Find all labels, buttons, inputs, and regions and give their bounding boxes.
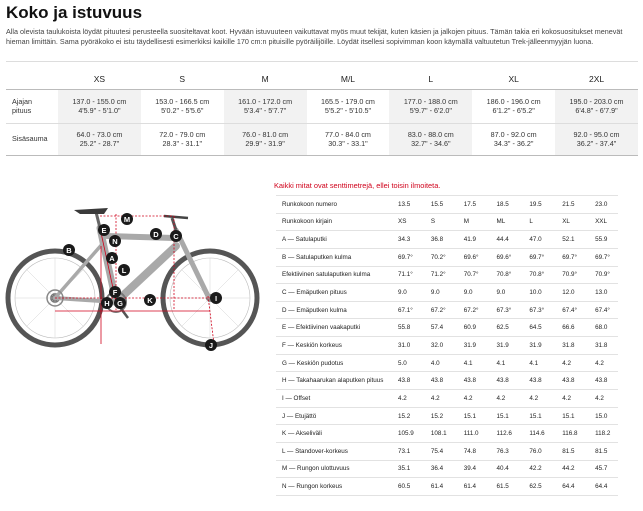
geometry-value: 4.2 (552, 354, 585, 372)
marker-M (121, 213, 133, 225)
geometry-value: 71.1° (388, 266, 421, 284)
geometry-value: ML (487, 213, 520, 231)
geometry-label: J — Etujättö (276, 407, 388, 425)
geometry-value: 55.9 (585, 231, 618, 249)
size-header: XL (472, 69, 555, 89)
geometry-value: 76.3 (487, 442, 520, 460)
seatpost (96, 212, 100, 228)
geometry-value: 9.0 (421, 284, 454, 302)
geometry-value: 4.2 (585, 354, 618, 372)
geometry-value: 64.4 (552, 478, 585, 496)
geometry-value: 60.9 (454, 319, 487, 337)
geometry-value: 4.2 (454, 390, 487, 408)
geometry-value: 70.9° (585, 266, 618, 284)
divider (6, 61, 638, 62)
svg-text:F: F (112, 287, 118, 297)
geometry-label: G — Keskiön pudotus (276, 354, 388, 372)
intro-text: Alla olevista taulukoista löydät pituutesi perusteella suositeltavat koot. Hyvään istuvuuteen vaikuttavat myös muut tekijät, kuten käsien ja jalkojen pituus. Tämän takia eri kokosuositukset menevät hieman limittäin. Sama pyöräkoko ei istu täydellisesti esimerkiksi kaikille 170 cm:n pituisille pyöräilijöille. Löydät itsellesi sopivimman koon käymällä valtuutetun Trek-jälleenmyyjän luona. (6, 27, 623, 47)
geometry-value: 31.8 (552, 337, 585, 355)
geometry-value: 15.2 (388, 407, 421, 425)
geometry-label: C — Emäputken pituus (276, 284, 388, 302)
geometry-value: 43.8 (585, 372, 618, 390)
geometry-label: Efektiivinen satulaputken kulma (276, 266, 388, 284)
geometry-value: 70.8° (487, 266, 520, 284)
geometry-value: 4.2 (421, 390, 454, 408)
marker-L (118, 264, 130, 276)
geometry-value: 55.8 (388, 319, 421, 337)
svg-text:E: E (101, 225, 107, 235)
size-cell: 77.0 - 84.0 cm 30.3" - 33.1" (307, 123, 390, 155)
geometry-value: 70.2° (421, 248, 454, 266)
geometry-value: 111.0 (454, 425, 487, 443)
size-cell: 76.0 - 81.0 cm 29.9" - 31.9" (224, 123, 307, 155)
size-cell: 186.0 - 196.0 cm 6'1.2" - 6'5.2" (472, 89, 555, 123)
geometry-value: 4.2 (519, 390, 552, 408)
geometry-value: 31.8 (585, 337, 618, 355)
geometry-label: H — Takahaarukan alaputken pituus (276, 372, 388, 390)
size-header-empty (6, 69, 58, 89)
geometry-value: 81.5 (552, 442, 585, 460)
svg-text:A: A (109, 253, 115, 263)
geometry-value: 47.0 (519, 231, 552, 249)
geometry-value: 18.5 (487, 196, 520, 214)
geometry-value: 118.2 (585, 425, 618, 443)
geometry-value: XXL (585, 213, 618, 231)
geometry-label: A — Satulaputki (276, 231, 388, 249)
geometry-value: 70.9° (552, 266, 585, 284)
geometry-value: 43.8 (454, 372, 487, 390)
size-cell: 83.0 - 88.0 cm 32.7" - 34.6" (389, 123, 472, 155)
geometry-value: 15.1 (454, 407, 487, 425)
geometry-value: 36.4 (421, 460, 454, 478)
marker-C (170, 230, 182, 242)
geometry-value: 81.5 (585, 442, 618, 460)
geometry-value: 15.1 (552, 407, 585, 425)
page-title: Koko ja istuvuus (6, 3, 143, 22)
geometry-value: 52.1 (552, 231, 585, 249)
geometry-value: 61.5 (487, 478, 520, 496)
size-cell: 165.5 - 179.0 cm 5'5.2" - 5'10.5" (307, 89, 390, 123)
geometry-row (276, 248, 618, 266)
geometry-label: N — Rungon korkeus (276, 478, 388, 496)
geometry-row (276, 390, 618, 408)
size-cell: 92.0 - 95.0 cm 36.2" - 37.4" (555, 123, 638, 155)
geometry-value: 10.0 (519, 284, 552, 302)
marker-J (205, 339, 217, 351)
geometry-value: 4.1 (454, 354, 487, 372)
row-label: Ajajan pituus (6, 89, 58, 123)
geometry-value: 64.5 (519, 319, 552, 337)
saddle (74, 208, 108, 214)
geometry-value: 21.5 (552, 196, 585, 214)
measurement-lines (55, 214, 214, 344)
geometry-value: 15.1 (487, 407, 520, 425)
geometry-value: 9.0 (388, 284, 421, 302)
geometry-value: 31.9 (454, 337, 487, 355)
size-header: M/L (307, 69, 390, 89)
geometry-value: 75.4 (421, 442, 454, 460)
geometry-label: Runkokoon kirjain (276, 213, 388, 231)
marker-B (63, 244, 75, 256)
geometry-value: 23.0 (585, 196, 618, 214)
geometry-row (276, 284, 618, 302)
marker-A (106, 252, 118, 264)
geometry-value: 4.0 (421, 354, 454, 372)
geometry-value: 15.2 (421, 407, 454, 425)
geometry-value: 67.4° (552, 301, 585, 319)
geometry-value: 62.5 (519, 478, 552, 496)
svg-text:J: J (208, 340, 214, 350)
geometry-label: I — Offset (276, 390, 388, 408)
geometry-value: 67.2° (454, 301, 487, 319)
geometry-value: 114.6 (519, 425, 552, 443)
size-cell: 161.0 - 172.0 cm 5'3.4" - 5'7.7" (224, 89, 307, 123)
geometry-value: 13.5 (388, 196, 421, 214)
geometry-value: 42.2 (519, 460, 552, 478)
geometry-value: 69.6° (487, 248, 520, 266)
marker-G (114, 297, 126, 309)
geometry-value: 69.7° (585, 248, 618, 266)
marker-I (210, 292, 222, 304)
svg-text:N: N (112, 236, 118, 246)
geometry-row (276, 372, 618, 390)
geometry-row (276, 319, 618, 337)
geometry-value: 116.8 (552, 425, 585, 443)
geometry-value: 69.7° (388, 248, 421, 266)
geometry-value: 105.9 (388, 425, 421, 443)
geometry-value: 60.5 (388, 478, 421, 496)
geometry-value: 39.4 (454, 460, 487, 478)
geometry-value: 31.9 (487, 337, 520, 355)
geometry-value: 43.8 (552, 372, 585, 390)
svg-text:C: C (173, 231, 179, 241)
geometry-row (276, 407, 618, 425)
geometry-label: L — Standover-korkeus (276, 442, 388, 460)
geometry-row (276, 425, 618, 443)
geometry-value: 15.1 (519, 407, 552, 425)
geometry-value: 17.5 (454, 196, 487, 214)
marker-N (109, 235, 121, 247)
geometry-value: 34.3 (388, 231, 421, 249)
geometry-value: 70.7° (454, 266, 487, 284)
geometry-value: XL (552, 213, 585, 231)
geometry-value: 69.7° (552, 248, 585, 266)
geometry-value: S (421, 213, 454, 231)
geometry-value: 67.2° (421, 301, 454, 319)
geometry-value: 69.7° (519, 248, 552, 266)
geometry-value: 4.2 (487, 390, 520, 408)
geometry-value: 9.0 (487, 284, 520, 302)
geometry-row (276, 460, 618, 478)
geometry-value: 15.5 (421, 196, 454, 214)
geometry-value: 4.1 (519, 354, 552, 372)
svg-text:H: H (104, 298, 110, 308)
geometry-value: 61.4 (421, 478, 454, 496)
size-header: XS (58, 69, 141, 89)
geometry-value: 4.1 (487, 354, 520, 372)
geometry-value: 35.1 (388, 460, 421, 478)
geometry-value: 73.1 (388, 442, 421, 460)
geometry-value: 5.0 (388, 354, 421, 372)
geometry-value: 69.6° (454, 248, 487, 266)
geometry-value: 4.2 (388, 390, 421, 408)
size-cell: 87.0 - 92.0 cm 34.3" - 36.2" (472, 123, 555, 155)
geometry-row (276, 231, 618, 249)
size-chart-table (6, 69, 638, 156)
geometry-row (276, 213, 618, 231)
geometry-value: 45.7 (585, 460, 618, 478)
geometry-value: 19.5 (519, 196, 552, 214)
geometry-value: 112.6 (487, 425, 520, 443)
geometry-value: 44.4 (487, 231, 520, 249)
geometry-label: D — Emäputken kulma (276, 301, 388, 319)
geometry-value: 108.1 (421, 425, 454, 443)
geometry-table (276, 195, 618, 496)
geometry-value: 31.0 (388, 337, 421, 355)
svg-text:G: G (117, 298, 123, 308)
marker-H (101, 297, 113, 309)
size-header: 2XL (555, 69, 638, 89)
inseam-row (6, 123, 638, 155)
geometry-value: 12.0 (552, 284, 585, 302)
geometry-value: 76.0 (519, 442, 552, 460)
geometry-value: 15.0 (585, 407, 618, 425)
geometry-value: 67.1° (388, 301, 421, 319)
size-cell: 137.0 - 155.0 cm 4'5.9" - 5'1.0" (58, 89, 141, 123)
geometry-row (276, 354, 618, 372)
geometry-value: L (519, 213, 552, 231)
row-label: Sisäsauma (6, 123, 58, 155)
geometry-row (276, 442, 618, 460)
geometry-value: 71.2° (421, 266, 454, 284)
geometry-value: 41.9 (454, 231, 487, 249)
geometry-value: 13.0 (585, 284, 618, 302)
geometry-row (276, 337, 618, 355)
geometry-value: 31.9 (519, 337, 552, 355)
geometry-value: 74.8 (454, 442, 487, 460)
geometry-value: M (454, 213, 487, 231)
geometry-row (276, 301, 618, 319)
size-cell: 195.0 - 203.0 cm 6'4.8" - 6'7.9" (555, 89, 638, 123)
marker-K (144, 294, 156, 306)
geometry-label: Runkokoon numero (276, 196, 388, 214)
geometry-value: 40.4 (487, 460, 520, 478)
geometry-label: K — Akseliväli (276, 425, 388, 443)
geometry-value: 9.0 (454, 284, 487, 302)
geometry-row (276, 478, 618, 496)
geometry-label: E — Efektiivinen vaakaputki (276, 319, 388, 337)
marker-F (109, 286, 121, 298)
geometry-value: 64.4 (585, 478, 618, 496)
size-cell: 72.0 - 79.0 cm 28.3" - 31.1" (141, 123, 224, 155)
size-header-row (6, 69, 638, 89)
geometry-value: 32.0 (421, 337, 454, 355)
geometry-value: 4.2 (585, 390, 618, 408)
bike-geometry-diagram (4, 186, 260, 354)
geometry-value: 68.0 (585, 319, 618, 337)
geometry-value: 70.8° (519, 266, 552, 284)
svg-text:M: M (123, 214, 131, 224)
svg-text:B: B (66, 245, 72, 255)
geometry-row (276, 266, 618, 284)
geometry-value: 44.2 (552, 460, 585, 478)
geometry-label: F — Keskiön korkeus (276, 337, 388, 355)
geometry-label: B — Satulaputken kulma (276, 248, 388, 266)
geometry-value: 43.8 (421, 372, 454, 390)
marker-D (150, 228, 162, 240)
svg-text:D: D (153, 229, 159, 239)
geometry-value: 36.8 (421, 231, 454, 249)
geometry-row (276, 196, 618, 214)
geometry-value: 61.4 (454, 478, 487, 496)
geometry-value: 67.3° (519, 301, 552, 319)
geometry-value: 43.8 (388, 372, 421, 390)
geometry-value: 43.8 (487, 372, 520, 390)
svg-text:L: L (121, 265, 127, 275)
geometry-value: 66.6 (552, 319, 585, 337)
marker-E (98, 224, 110, 236)
size-cell: 153.0 - 166.5 cm 5'0.2" - 5'5.6" (141, 89, 224, 123)
size-cell: 177.0 - 188.0 cm 5'9.7" - 6'2.0" (389, 89, 472, 123)
geometry-label: M — Rungon ulottuvuus (276, 460, 388, 478)
size-header: M (224, 69, 307, 89)
geometry-value: 57.4 (421, 319, 454, 337)
geometry-value: 67.4° (585, 301, 618, 319)
units-note: Kaikki mitat ovat senttimetrejä, ellei toisin ilmoiteta. (274, 181, 441, 190)
geometry-value: XS (388, 213, 421, 231)
rider-height-row (6, 89, 638, 123)
svg-text:I: I (214, 293, 218, 303)
geometry-value: 4.2 (552, 390, 585, 408)
size-header: S (141, 69, 224, 89)
size-header: L (389, 69, 472, 89)
svg-text:K: K (147, 295, 153, 305)
geometry-value: 62.5 (487, 319, 520, 337)
geometry-value: 67.3° (487, 301, 520, 319)
size-cell: 64.0 - 73.0 cm 25.2" - 28.7" (58, 123, 141, 155)
geometry-value: 43.8 (519, 372, 552, 390)
